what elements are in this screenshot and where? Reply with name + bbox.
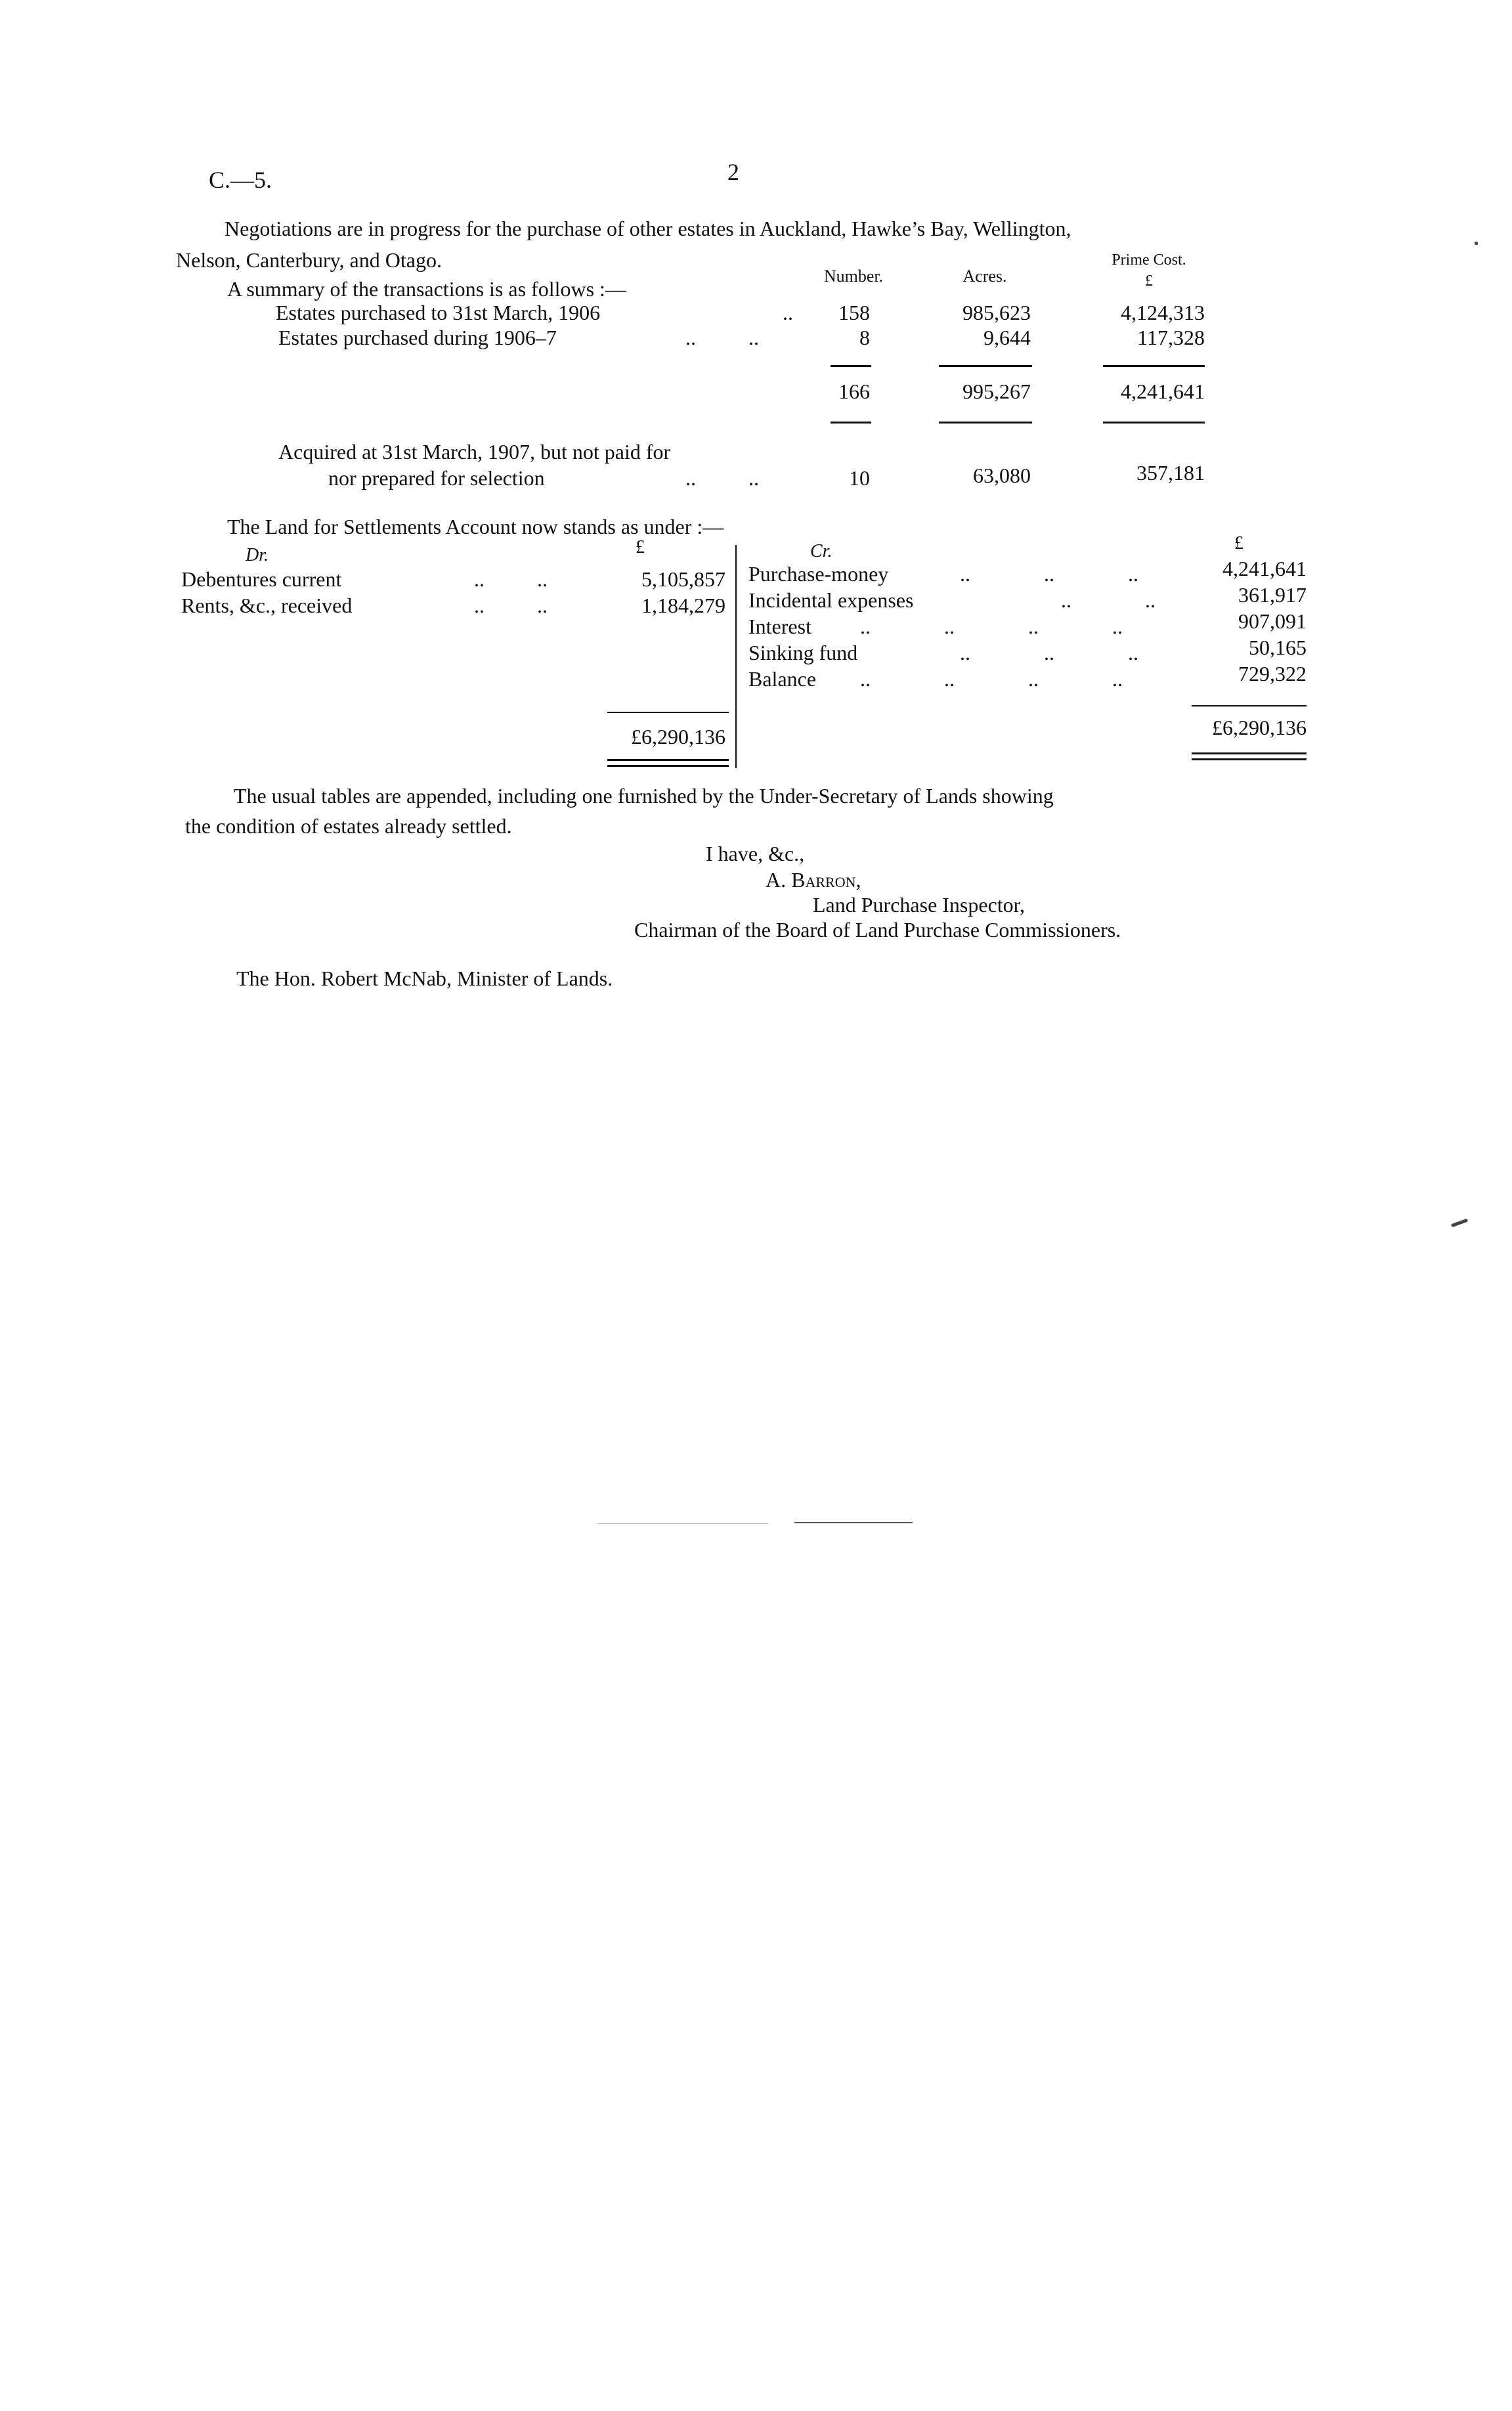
summary-row-1-number: 158 — [838, 301, 870, 324]
credit-amount-sinking-fund: 50,165 — [1249, 636, 1307, 659]
acquired-line-1: Acquired at 31st March, 1907, but not paid for — [278, 440, 671, 464]
debit-label-debentures: Debentures current — [181, 567, 342, 591]
col-heading-acres: Acres. — [962, 267, 1007, 286]
scan-mark — [1451, 1219, 1468, 1228]
summary-total-rule-number — [831, 422, 871, 424]
acquired-cost: 357,181 — [1136, 461, 1205, 485]
credit-amount-purchase-money: 4,241,641 — [1222, 557, 1307, 580]
summary-total-number: 166 — [838, 380, 870, 403]
summary-row-2-acres: 9,644 — [983, 326, 1031, 349]
credit-dots-purchase-money: .. .. .. — [960, 562, 1138, 586]
debit-label-rents: Rents, &c., received — [181, 594, 353, 617]
summary-row-2-cost: 117,328 — [1137, 326, 1205, 349]
credit-dots-interest: .. .. .. .. — [860, 615, 1123, 638]
account-divider — [735, 545, 737, 768]
debit-amount-rents: 1,184,279 — [641, 594, 725, 617]
debit-dots-rents: .. .. — [474, 594, 548, 617]
intro-line-1: Negotiations are in progress for the purchase of other estates in Auckland, Hawke’s Bay, Wellington, — [225, 217, 1071, 240]
signature-surname: Barron, — [791, 868, 861, 892]
summary-row-2-label: Estates purchased during 1906–7 — [278, 326, 557, 349]
summary-row-1-label: Estates purchased to 31st March, 1906 — [276, 301, 601, 324]
acquired-acres: 63,080 — [973, 464, 1031, 487]
cr-total: £6,290,136 — [1212, 716, 1307, 739]
summary-total-rule-cost — [1103, 422, 1205, 424]
dr-total-rule-1 — [607, 759, 729, 761]
summary-subtotal-rule-cost — [1103, 365, 1205, 367]
cr-total-rule-2 — [1192, 758, 1307, 760]
summary-row-1-acres: 985,623 — [962, 301, 1031, 324]
dr-currency: £ — [636, 537, 645, 557]
closing-line-1: The usual tables are appended, including one furnished by the Under-Secretary of Lands showing — [234, 784, 1054, 808]
closing-rule — [794, 1522, 913, 1523]
credit-label-sinking-fund: Sinking fund — [748, 641, 858, 664]
page-number: 2 — [727, 159, 739, 185]
acquired-dots: .. .. — [685, 466, 759, 490]
summary-total-acres: 995,267 — [962, 380, 1031, 403]
credit-dots-incidental: .. .. — [1061, 588, 1156, 612]
col-heading-number: Number. — [823, 267, 884, 286]
credit-amount-balance: 729,322 — [1238, 662, 1307, 685]
credit-label-incidental: Incidental expenses — [748, 588, 914, 612]
summary-subtotal-rule-acres — [939, 365, 1032, 367]
closing-line-2: the condition of estates already settled. — [185, 814, 512, 838]
credit-label-interest: Interest — [748, 615, 811, 638]
summary-total-rule-acres — [939, 422, 1032, 424]
summary-row-2-number: 8 — [859, 326, 870, 349]
summary-row-1-dots: .. — [783, 301, 793, 324]
credit-amount-interest: 907,091 — [1238, 609, 1307, 633]
debit-amount-debentures: 5,105,857 — [641, 567, 725, 591]
credit-amount-incidental: 361,917 — [1238, 583, 1307, 607]
summary-row-2-dots: .. .. — [685, 326, 759, 349]
cr-subtotal-rule — [1192, 705, 1307, 706]
cr-currency: £ — [1234, 533, 1243, 554]
credit-dots-balance: .. .. .. .. — [860, 667, 1123, 691]
dr-total: £6,290,136 — [631, 725, 725, 749]
acquired-number: 10 — [849, 466, 870, 490]
signature-title-1: Land Purchase Inspector, — [813, 893, 1026, 917]
debit-dots-debentures: .. .. — [474, 567, 548, 591]
credit-dots-sinking-fund: .. .. .. — [960, 641, 1138, 664]
account-lead: The Land for Settlements Account now stands as under :— — [227, 515, 724, 538]
scan-speck — [1475, 242, 1478, 245]
summary-subtotal-rule-number — [831, 365, 871, 367]
col-heading-prime-cost: Prime Cost. — [1112, 251, 1186, 269]
credit-label-purchase-money: Purchase-money — [748, 562, 889, 586]
cr-total-rule-1 — [1192, 752, 1307, 754]
summary-row-1-cost: 4,124,313 — [1121, 301, 1205, 324]
credit-label-balance: Balance — [748, 667, 817, 691]
summary-lead: A summary of the transactions is as follows :— — [227, 277, 626, 301]
dr-subtotal-rule — [607, 712, 729, 713]
signature-name — [766, 869, 861, 890]
intro-line-2: Nelson, Canterbury, and Otago. — [176, 248, 442, 272]
signature-title-2: Chairman of the Board of Land Purchase Commissioners. — [634, 918, 1121, 942]
summary-total-cost: 4,241,641 — [1121, 380, 1205, 403]
cr-heading: Cr. — [810, 541, 832, 561]
signature-salutation: I have, &c., — [706, 842, 805, 865]
closing-rule-faint — [597, 1523, 768, 1524]
dr-heading: Dr. — [246, 545, 269, 565]
dr-total-rule-2 — [607, 765, 729, 767]
addressee: The Hon. Robert McNab, Minister of Lands. — [236, 967, 613, 990]
col-heading-currency: £ — [1145, 272, 1153, 290]
document-reference: C.—5. — [209, 167, 272, 193]
acquired-line-2: nor prepared for selection — [328, 466, 545, 490]
signature-initial: A. — [766, 868, 792, 892]
